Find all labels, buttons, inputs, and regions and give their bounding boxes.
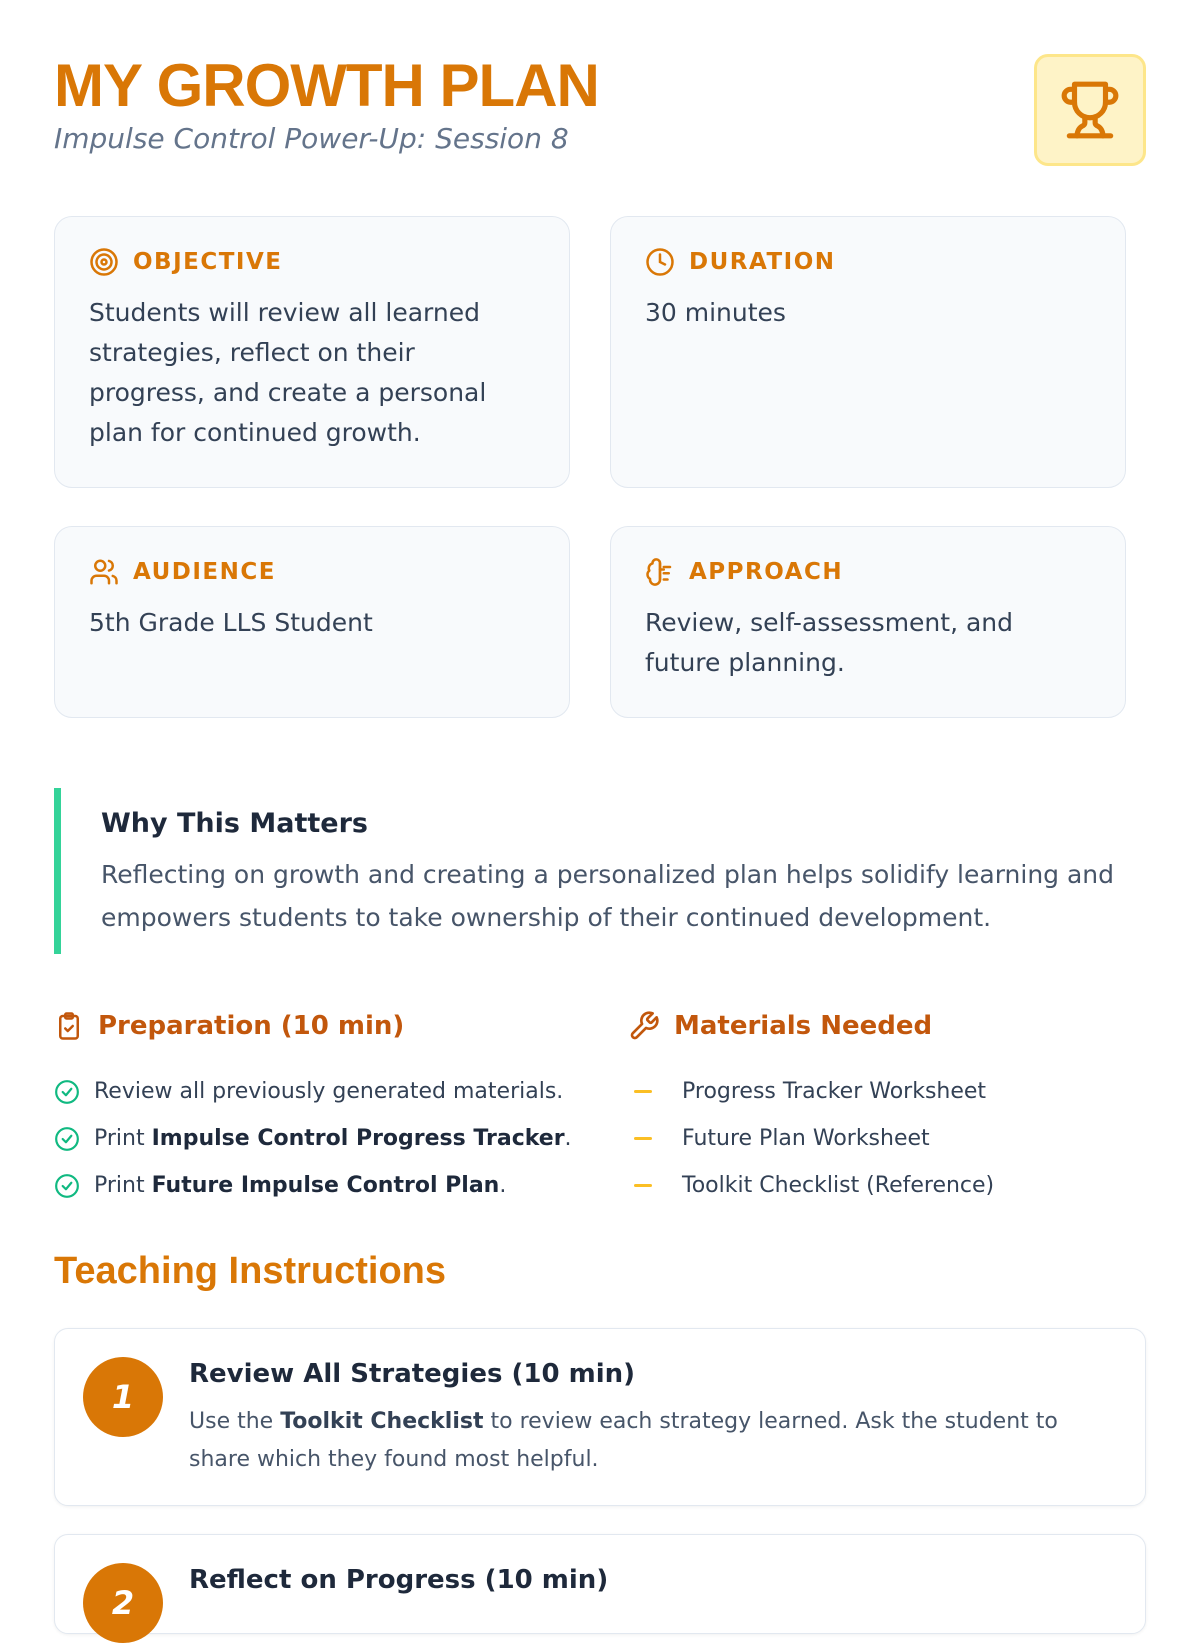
duration-card: [610, 216, 1126, 488]
list-item: [54, 1068, 594, 1115]
clock-icon: [645, 247, 675, 277]
objective-label: OBJECTIVE: [133, 249, 283, 275]
dash-bullet: [634, 1137, 652, 1140]
clipboard-check-icon: [54, 1011, 84, 1041]
audience-label: AUDIENCE: [133, 559, 276, 585]
why-text: Reflecting on growth and creating a personalized plan helps solidify learning and empowers students to take ownership of their continued development.: [101, 860, 1115, 932]
objective-text: Students will review all learned strategies, reflect on their progress, and create a personal plan for continued growth.: [89, 298, 487, 447]
check-circle-icon: [54, 1173, 80, 1199]
prep-item-text: Print Future Impulse Control Plan.: [94, 1173, 507, 1198]
prep-item-text: Print Impulse Control Progress Tracker.: [94, 1126, 572, 1151]
trophy-icon: [1059, 79, 1121, 141]
dash-bullet: [634, 1184, 652, 1187]
duration-label: DURATION: [689, 249, 836, 275]
check-circle-icon: [54, 1079, 80, 1105]
preparation-section: [54, 1008, 594, 1209]
approach-text: Review, self-assessment, and future planning.: [645, 608, 1014, 677]
list-item: [54, 1115, 594, 1162]
material-item-text: Progress Tracker Worksheet: [682, 1079, 987, 1104]
check-circle-icon: [54, 1126, 80, 1152]
page-subtitle: Impulse Control Power-Up: Session 8: [54, 122, 569, 155]
materials-section: [628, 1008, 1146, 1209]
step-card: [54, 1534, 1146, 1634]
duration-text: 30 minutes: [645, 298, 786, 327]
list-item: [628, 1115, 1146, 1162]
wrench-icon: [628, 1010, 660, 1042]
page-header: [54, 52, 1146, 172]
preparation-title: Preparation (10 min): [98, 1011, 405, 1041]
teaching-title: Teaching Instructions: [54, 1250, 447, 1292]
users-icon: [89, 557, 119, 587]
approach-label: APPROACH: [689, 559, 844, 585]
step-text: Use the Toolkit Checklist to review each strategy learned. Ask the student to share which they found most helpful.: [189, 1409, 1058, 1472]
brain-icon: [645, 557, 675, 587]
step-title: Reflect on Progress (10 min): [189, 1565, 609, 1595]
audience-card: [54, 526, 570, 718]
page-title: MY GROWTH PLAN: [54, 52, 599, 119]
trophy-badge: [1034, 54, 1146, 166]
why-title: Why This Matters: [101, 808, 368, 839]
list-item: [54, 1162, 594, 1209]
list-item: [628, 1162, 1146, 1209]
approach-card: [610, 526, 1126, 718]
dash-bullet: [634, 1090, 652, 1093]
step-card: [54, 1328, 1146, 1506]
audience-text: 5th Grade LLS Student: [89, 608, 373, 637]
list-item: [628, 1068, 1146, 1115]
step-title: Review All Strategies (10 min): [189, 1359, 635, 1389]
why-callout: [54, 788, 1146, 954]
objective-card: [54, 216, 570, 488]
prep-item-text: Review all previously generated materials.: [94, 1079, 564, 1104]
step-number: 2: [83, 1563, 163, 1643]
target-icon: [89, 247, 119, 277]
material-item-text: Toolkit Checklist (Reference): [682, 1173, 995, 1198]
materials-title: Materials Needed: [674, 1011, 933, 1041]
material-item-text: Future Plan Worksheet: [682, 1126, 930, 1151]
step-number: 1: [83, 1357, 163, 1437]
